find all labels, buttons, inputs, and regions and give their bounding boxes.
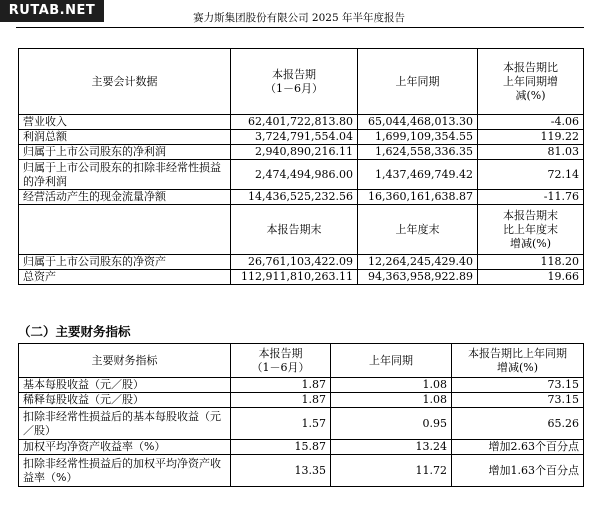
- row-label: 总资产: [19, 270, 231, 285]
- row-current: 1.87: [231, 393, 331, 408]
- row-prior: 1,624,558,336.35: [358, 145, 478, 160]
- header-current: 本报告期 （1－6月）: [231, 344, 331, 378]
- row-current: 15.87: [231, 440, 331, 455]
- subheader-current: 本报告期末: [231, 205, 358, 255]
- header-current: 本报告期 （1－6月）: [231, 49, 358, 115]
- row-change: 73.15: [452, 393, 584, 408]
- table-header-row: [19, 49, 584, 115]
- row-prior: 1.08: [331, 393, 452, 408]
- row-change: -11.76: [478, 190, 584, 205]
- row-label: 利润总额: [19, 130, 231, 145]
- row-label: 经营活动产生的现金流量净额: [19, 190, 231, 205]
- header-divider: [16, 27, 584, 28]
- subheader-change: 本报告期末 比上年度末 增减(%): [478, 205, 584, 255]
- table-row: [19, 130, 584, 145]
- row-change: 65.26: [452, 408, 584, 440]
- subheader-blank: [19, 205, 231, 255]
- row-prior: 94,363,958,922.89: [358, 270, 478, 285]
- header-change: 本报告期比 上年同期增 减(%): [478, 49, 584, 115]
- row-label: 扣除非经常性损益后的基本每股收益（元／股）: [19, 408, 231, 440]
- row-prior: 0.95: [331, 408, 452, 440]
- row-current: 26,761,103,422.09: [231, 255, 358, 270]
- header-change: 本报告期比上年同期 增减(%): [452, 344, 584, 378]
- row-current: 3,724,791,554.04: [231, 130, 358, 145]
- row-prior: 1.08: [331, 378, 452, 393]
- row-current: 1.87: [231, 378, 331, 393]
- watermark-logo: RUTAB.NET: [0, 0, 104, 22]
- row-prior: 13.24: [331, 440, 452, 455]
- row-prior: 65,044,468,013.30: [358, 115, 478, 130]
- row-current: 2,474,494,986.00: [231, 160, 358, 190]
- row-label: 基本每股收益（元／股）: [19, 378, 231, 393]
- table-row: [19, 190, 584, 205]
- table-row: [19, 115, 584, 130]
- row-label: 归属于上市公司股东的净资产: [19, 255, 231, 270]
- table-row: [19, 145, 584, 160]
- table-row: [19, 270, 584, 285]
- row-change: 119.22: [478, 130, 584, 145]
- row-current: 13.35: [231, 455, 331, 487]
- row-change: 72.14: [478, 160, 584, 190]
- row-change: 增加1.63个百分点: [452, 455, 584, 487]
- document-header: 赛力斯集团股份有限公司 2025 年半年度报告: [193, 12, 405, 24]
- key-accounting-data-table: [18, 48, 584, 285]
- header-item: 主要财务指标: [19, 344, 231, 378]
- subheader-prior: 上年度末: [358, 205, 478, 255]
- table-row: [19, 408, 584, 440]
- row-label: 加权平均净资产收益率（%）: [19, 440, 231, 455]
- row-change: 81.03: [478, 145, 584, 160]
- row-prior: 11.72: [331, 455, 452, 487]
- key-financial-indicators-table: [18, 343, 584, 487]
- row-change: 118.20: [478, 255, 584, 270]
- row-change: 增加2.63个百分点: [452, 440, 584, 455]
- row-prior: 1,699,109,354.55: [358, 130, 478, 145]
- table-row: [19, 160, 584, 190]
- row-label: 归属于上市公司股东的净利润: [19, 145, 231, 160]
- row-label: 归属于上市公司股东的扣除非经常性损益的净利润: [19, 160, 231, 190]
- section-title: （二）主要财务指标: [18, 324, 131, 339]
- row-current: 14,436,525,232.56: [231, 190, 358, 205]
- table-row: [19, 255, 584, 270]
- row-change: 19.66: [478, 270, 584, 285]
- table-subheader-row: [19, 205, 584, 255]
- row-prior: 16,360,161,638.87: [358, 190, 478, 205]
- row-current: 62,401,722,813.80: [231, 115, 358, 130]
- row-current: 1.57: [231, 408, 331, 440]
- row-label: 稀释每股收益（元／股）: [19, 393, 231, 408]
- header-item: 主要会计数据: [19, 49, 231, 115]
- row-current: 2,940,890,216.11: [231, 145, 358, 160]
- row-label: 扣除非经常性损益后的加权平均净资产收益率（%）: [19, 455, 231, 487]
- row-label: 营业收入: [19, 115, 231, 130]
- row-prior: 12,264,245,429.40: [358, 255, 478, 270]
- table-row: [19, 455, 584, 487]
- row-prior: 1,437,469,749.42: [358, 160, 478, 190]
- row-change: -4.06: [478, 115, 584, 130]
- table-row: [19, 440, 584, 455]
- header-prior: 上年同期: [331, 344, 452, 378]
- header-prior: 上年同期: [358, 49, 478, 115]
- table-row: [19, 393, 584, 408]
- row-current: 112,911,810,263.11: [231, 270, 358, 285]
- table-header-row: [19, 344, 584, 378]
- row-change: 73.15: [452, 378, 584, 393]
- table-row: [19, 378, 584, 393]
